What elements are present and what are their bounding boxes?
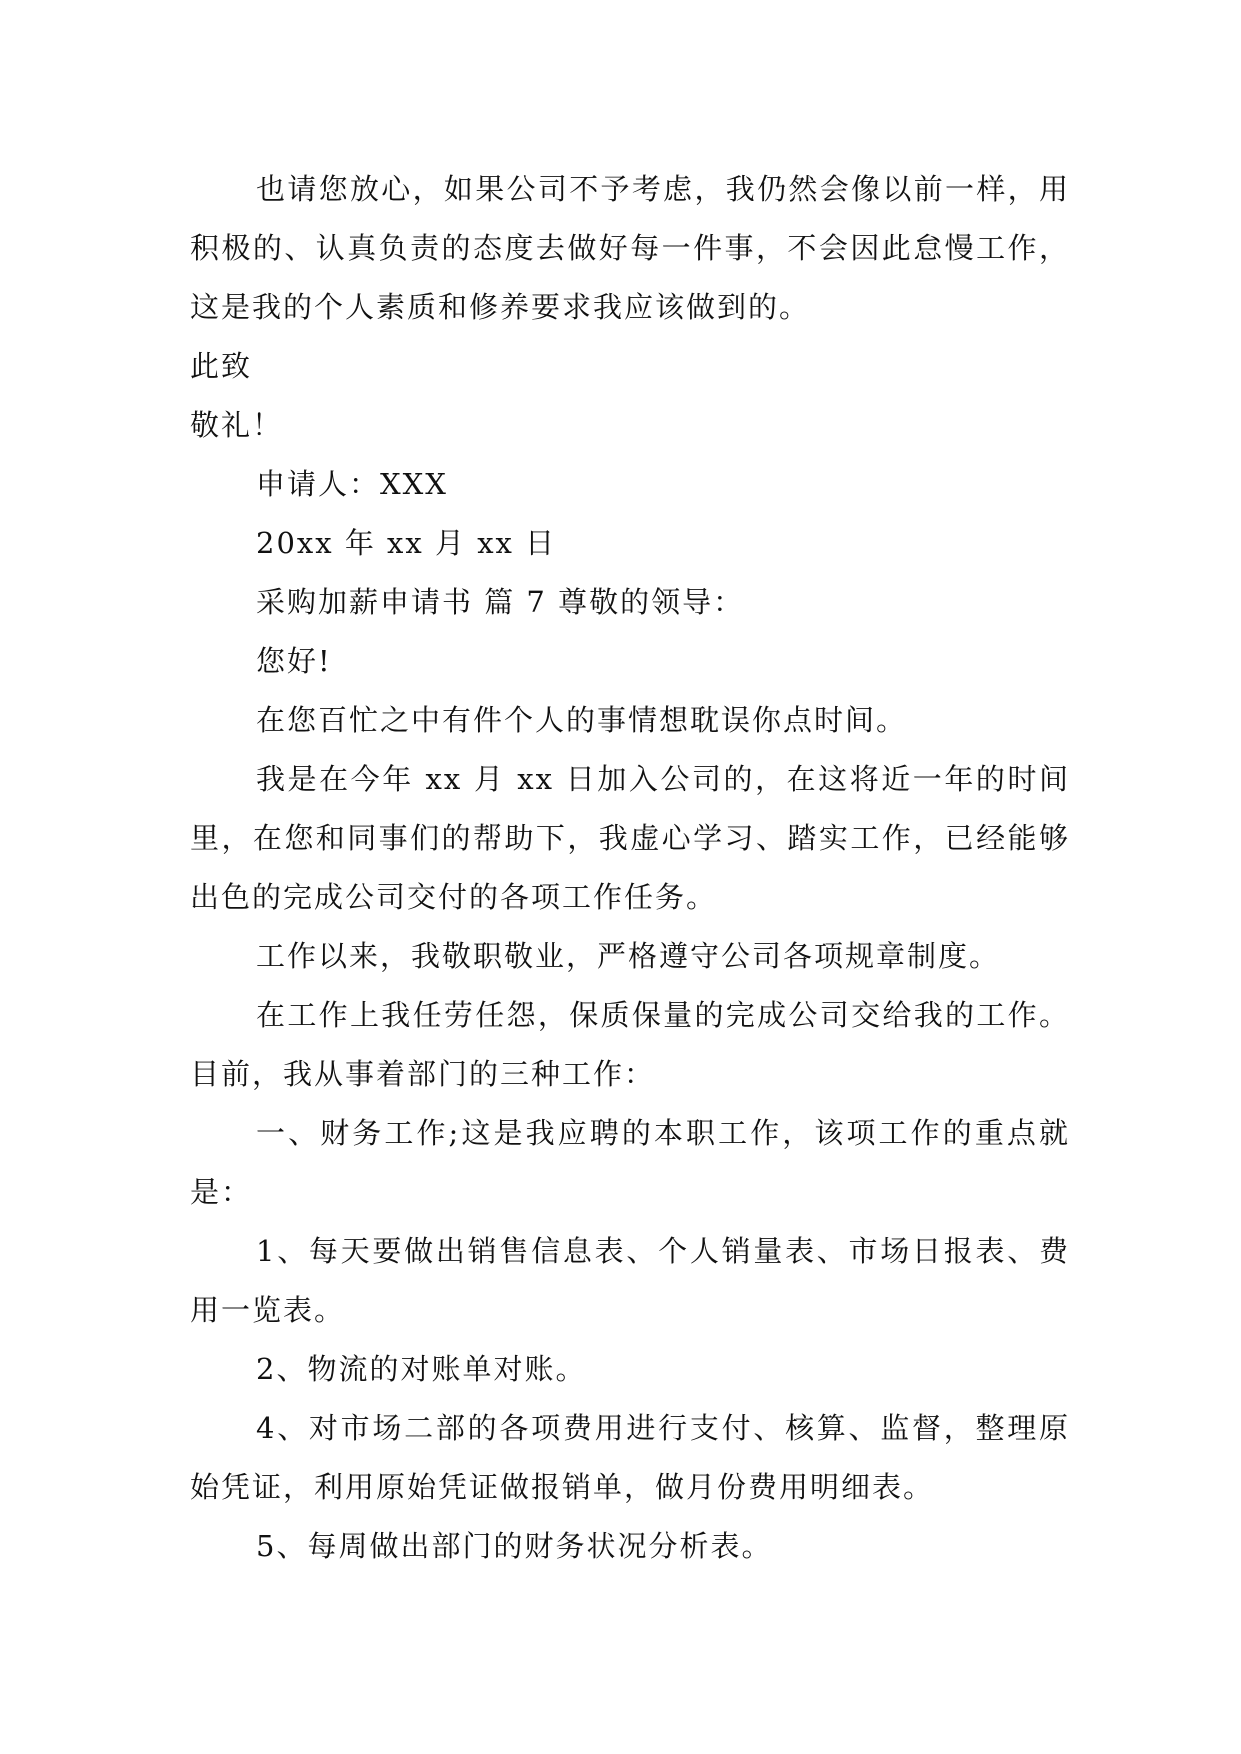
list-item-finance-work: 一、财务工作;这是我应聘的本职工作，该项工作的重点就是：: [190, 1116, 1070, 1209]
paragraph-work-duties: 在工作上我任劳任怨，保质保量的完成公司交给我的工作。目前，我从事着部门的三种工作：: [190, 998, 1070, 1091]
closing-salutation: 此致: [190, 349, 253, 383]
paragraph-intro: 在您百忙之中有件个人的事情想耽误你点时间。: [256, 703, 908, 737]
greeting: 您好!: [256, 644, 332, 678]
section-heading: 采购加薪申请书 篇 7 尊敬的领导：: [256, 585, 745, 619]
paragraph-reassurance: 也请您放心，如果公司不予考虑，我仍然会像以前一样，用积极的、认真负责的态度去做好每一件事，不会因此怠慢工作，这是我的个人素质和修养要求我应该做到的。: [190, 172, 1070, 324]
list-item-logistics-reconciliation: 2、物流的对账单对账。: [256, 1352, 587, 1386]
list-item-weekly-analysis: 5、每周做出部门的财务状况分析表。: [256, 1529, 773, 1563]
closing-regards: 敬礼！: [190, 408, 284, 442]
paragraph-joined-company: 我是在今年 xx 月 xx 日加入公司的，在这将近一年的时间里，在您和同事们的帮助下，我虚心学习、踏实工作，已经能够出色的完成公司交付的各项工作任务。: [190, 762, 1070, 914]
applicant-signature: 申请人：XXX: [256, 467, 448, 501]
list-item-daily-reports: 1、每天要做出销售信息表、个人销量表、市场日报表、费用一览表。: [190, 1234, 1070, 1327]
paragraph-work-attitude: 工作以来，我敬职敬业，严格遵守公司各项规章制度。: [256, 939, 1001, 973]
list-item-expense-management: 4、对市场二部的各项费用进行支付、核算、监督，整理原始凭证，利用原始凭证做报销单，做月份费用明细表。: [190, 1411, 1070, 1504]
document-body: [190, 160, 1070, 1576]
signature-date: 20xx 年 xx 月 xx 日: [256, 526, 557, 560]
